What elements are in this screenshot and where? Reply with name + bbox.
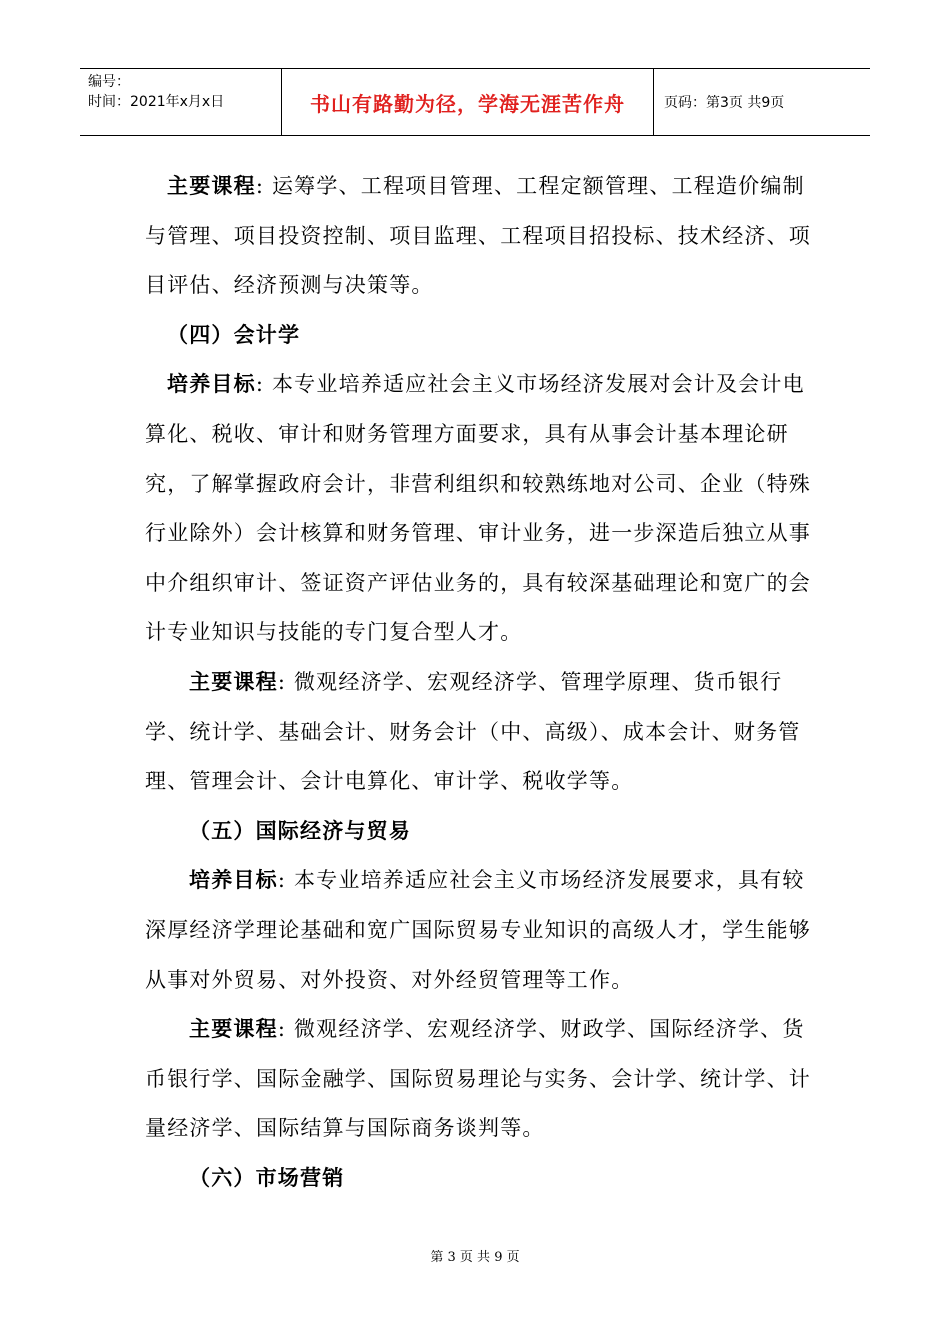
paragraph-text: 运筹学、工程项目管理、工程定额管理、工程造价编制与管理、项目投资控制、项目监理、工程项目招投标、技术经济、项目评估、经济预测与决策等。 — [145, 174, 811, 298]
page-footer: 第 3 页 共 9 页 — [430, 1250, 520, 1265]
paragraph-text: 微观经济学、宏观经济学、管理学原理、货币银行学、统计学、基础会计、财务会计（中、高级）、成本会计、财务管理、管理会计、会计电算化、审计学、税收学等。 — [145, 669, 801, 794]
paragraph-courses-6: 主要课程: 微观经济学、宏观经济学、财政学、国际经济学、货币银行学、国际金融学、国际贸易理论与实务、会计学、统计学、计量经济学、国际结算与国际商务谈判等。 — [145, 1017, 811, 1141]
paragraph-courses-1: 主要课程: 运筹学、工程项目管理、工程定额管理、工程造价编制与管理、项目投资控制、项目监理、工程项目招投标、技术经济、项目评估、经济预测与决策等。 — [145, 174, 811, 298]
paragraph-label: 主要课程 — [167, 174, 256, 198]
paragraph-goals-2: 培养目标: 本专业培养适应社会主义市场经济发展对会计及会计电算化、税收、审计和财务管理方面要求，具有从事会计基本理论研究，了解掌握政府会计，非营利组织和较熟练地对公司、企业（特殊行业除外）会计核算和财务管理、审计业务，进一步深造后独立从事中介组织审计、签证资产评估业务的，具有较深基础理论和宽广的会计专业知识与技能的专门复合型人才。 — [145, 372, 811, 645]
paragraph-label: 主要课程 — [189, 669, 278, 694]
header-motto: 书山有路勤为径，学海无涯苦作舟 — [282, 69, 654, 135]
paragraph-goals-5: 培养目标: 本专业培养适应社会主义市场经济发展要求，具有较深厚经济学理论基础和宽广国际贸易专业知识的高级人才，学生能够从事对外贸易、对外投资、对外经贸管理等工作。 — [145, 868, 811, 992]
page-header — [80, 68, 870, 136]
header-meta — [80, 69, 282, 135]
section-heading-intl-trade: （五）国际经济与贸易 — [189, 818, 411, 843]
section-heading-marketing: （六）市场营销 — [189, 1165, 345, 1190]
paragraph-label: 主要课程 — [189, 1017, 278, 1042]
paragraph-label: 培养目标 — [167, 372, 256, 397]
header-page-info: 页码：第3页 共9页 — [664, 95, 785, 111]
section-heading-accounting: （四）会计学 — [167, 322, 301, 347]
paragraph-text: 本专业培养适应社会主义市场经济发展要求，具有较深厚经济学理论基础和宽广国际贸易专业知识的高级人才，学生能够从事对外贸易、对外投资、对外经贸管理等工作。 — [145, 868, 811, 992]
paragraph-courses-3: 主要课程: 微观经济学、宏观经济学、管理学原理、货币银行学、统计学、基础会计、财务会计（中、高级）、成本会计、财务管理、管理会计、会计电算化、审计学、税收学等。 — [145, 669, 801, 794]
paragraph-label: 培养目标 — [189, 868, 278, 893]
paragraph-text: 本专业培养适应社会主义市场经济发展对会计及会计电算化、税收、审计和财务管理方面要求，具有从事会计基本理论研究，了解掌握政府会计，非营利组织和较熟练地对公司、企业（特殊行业除外）会计核算和财务管理、审计业务，进一步深造后独立从事中介组织审计、签证资产评估业务的，具有较深基础理论和宽广的会计专业知识与技能的专门复合型人才。 — [145, 372, 811, 645]
paragraph-text: 微观经济学、宏观经济学、财政学、国际经济学、货币银行学、国际金融学、国际贸易理论与实务、会计学、统计学、计量经济学、国际结算与国际商务谈判等。 — [145, 1017, 811, 1141]
header-number-label: 编号： — [88, 74, 130, 90]
document-body — [145, 162, 815, 1203]
header-date: 时间：2021年x月x日 — [88, 94, 225, 110]
